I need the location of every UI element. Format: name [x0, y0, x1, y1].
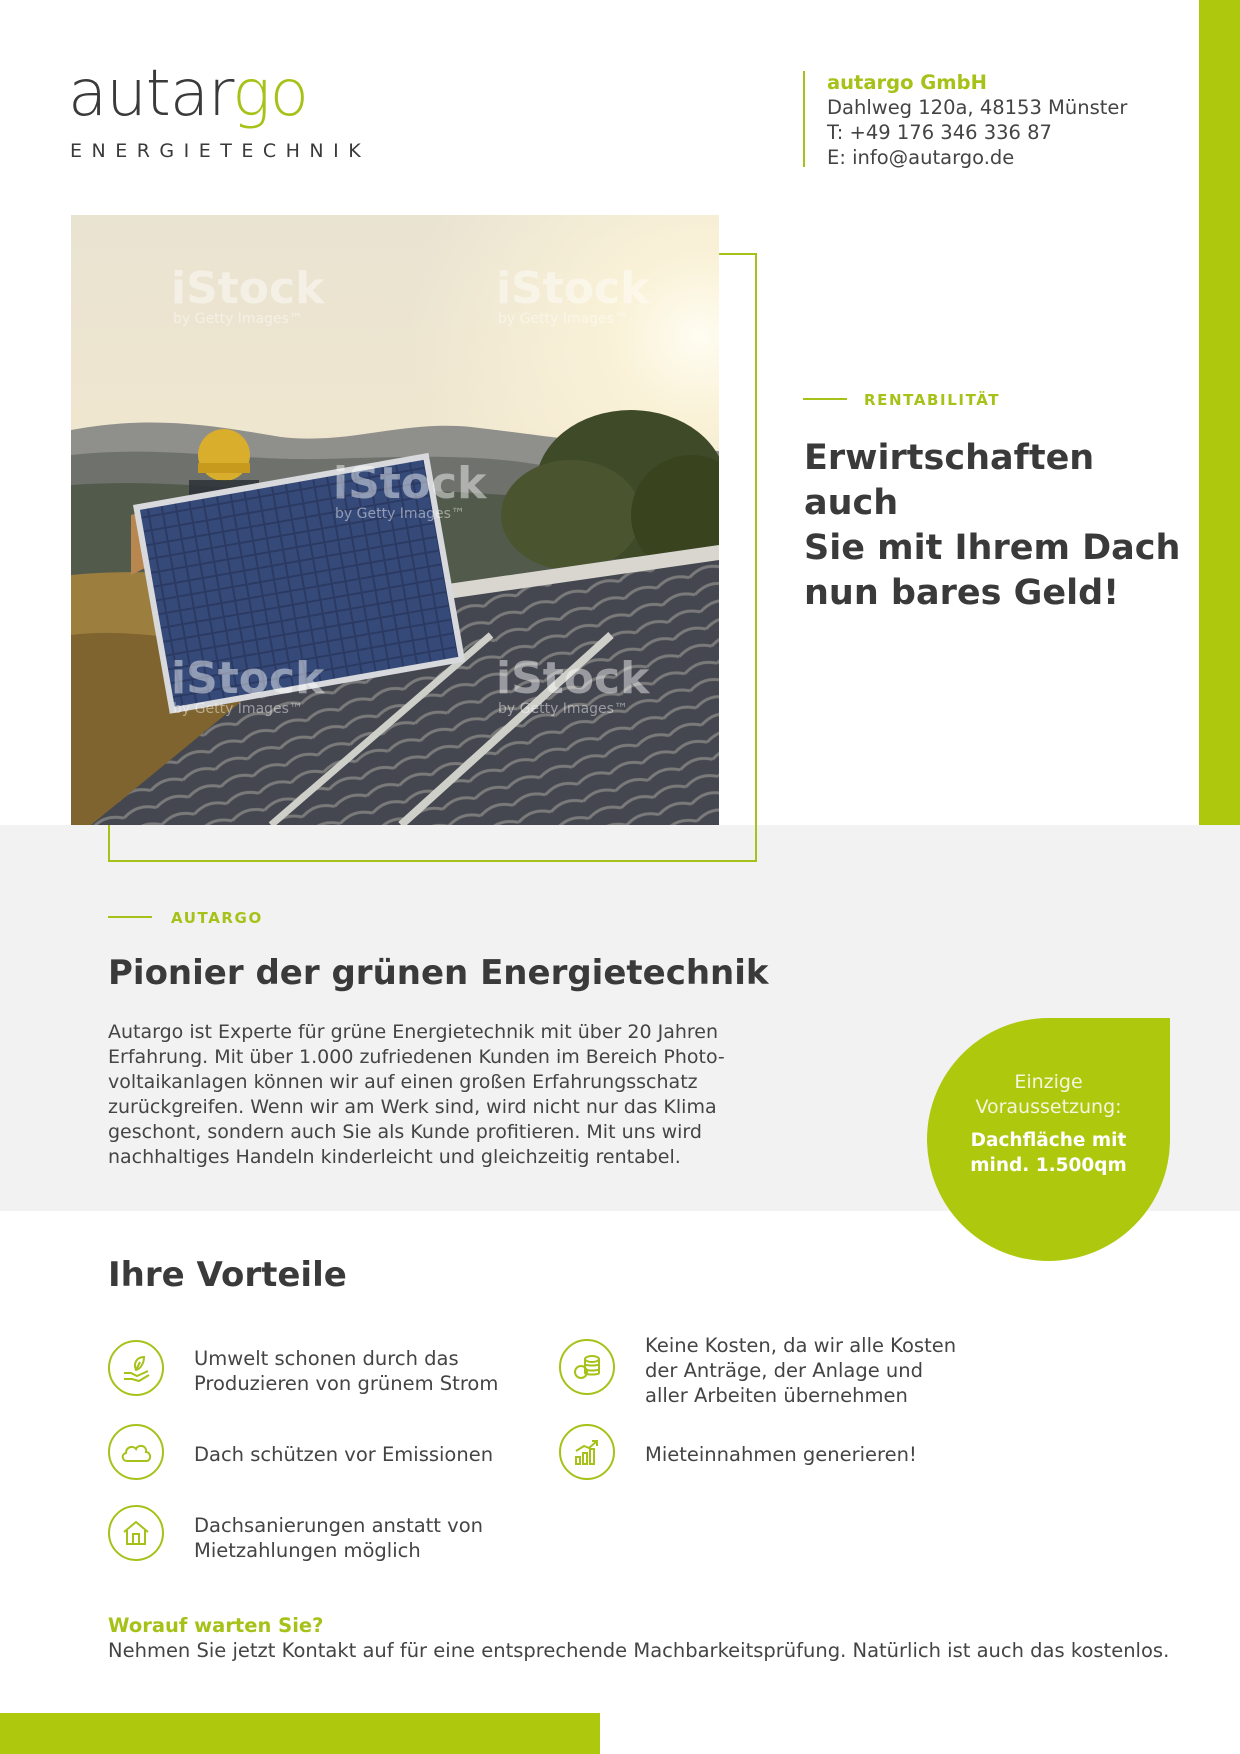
badge-caption-line: Einzige	[1014, 1071, 1083, 1093]
coins-icon	[559, 1339, 615, 1395]
body-line: Autargo ist Experte für grüne Energietechnik mit über 20 Jahren	[108, 1021, 719, 1043]
section-label-line	[803, 398, 847, 400]
solar-installer-photo	[71, 215, 719, 825]
body-line: Erfahrung. Mit über 1.000 zufriedenen Kunden im Bereich Photo-	[108, 1046, 725, 1068]
logo-word-accent: go	[232, 57, 308, 131]
badge-requirement	[927, 1128, 1170, 1178]
badge-caption-line: Voraussetzung:	[975, 1096, 1122, 1118]
svg-text:by Getty Images™: by Getty Images™	[498, 311, 628, 327]
headline-line: nun bares Geld!	[804, 573, 1120, 613]
section-label-autargo: AUTARGO	[171, 909, 263, 927]
accent-bar-right	[1199, 0, 1240, 825]
advantage-line: Keine Kosten, da wir alle Kosten	[645, 1334, 957, 1357]
advantage-text	[194, 1346, 498, 1396]
svg-text:iStock: iStock	[171, 653, 325, 704]
logo-subtitle: ENERGIETECHNIK	[70, 140, 371, 162]
body-line: voltaikanlagen können wir auf einen großen Erfahrungsschatz	[108, 1071, 698, 1093]
svg-text:by Getty Images™: by Getty Images™	[173, 311, 303, 327]
advantage-line: Produzieren von grünem Strom	[194, 1372, 499, 1395]
advantage-line: Dachsanierungen anstatt von	[194, 1514, 483, 1537]
badge-requirement-line: mind. 1.500qm	[970, 1155, 1127, 1176]
cta-text: Nehmen Sie jetzt Kontakt auf für eine entsprechende Machbarkeitsprüfung. Natürlich ist auch das kostenlos.	[108, 1639, 1170, 1662]
svg-text:by Getty Images™: by Getty Images™	[335, 506, 465, 522]
address-divider	[803, 71, 805, 167]
eco-hand-leaf-icon	[108, 1340, 164, 1396]
logo-word-main: autar	[68, 57, 233, 131]
house-icon	[108, 1505, 164, 1561]
section-label-rentabilitaet: RENTABILITÄT	[864, 391, 1001, 409]
svg-text:by Getty Images™: by Getty Images™	[498, 701, 628, 717]
body-line: geschont, sondern auch Sie als Kunde profitieren. Mit uns wird	[108, 1121, 702, 1143]
advantage-text	[194, 1442, 493, 1467]
advantage-text	[645, 1442, 917, 1467]
logo-wordmark	[68, 57, 370, 131]
requirement-badge	[927, 1018, 1170, 1261]
company-address	[827, 70, 1127, 170]
advantage-line: der Anträge, der Anlage und	[645, 1359, 923, 1382]
advantage-text	[194, 1513, 483, 1563]
advantage-line: Mieteinnahmen generieren!	[645, 1443, 917, 1466]
accent-bar-bottom	[0, 1713, 600, 1754]
company-logo	[68, 57, 371, 162]
svg-text:iStock: iStock	[496, 653, 650, 704]
street-address: Dahlweg 120a, 48153 Münster	[827, 96, 1128, 119]
advantage-line: Mietzahlungen möglich	[194, 1539, 421, 1562]
headline-line: Erwirtschaften auch	[804, 438, 1095, 523]
badge-caption	[927, 1070, 1170, 1120]
email-address[interactable]: E: info@autargo.de	[827, 146, 1015, 169]
cloud-icon	[108, 1424, 164, 1480]
advantage-text	[645, 1333, 956, 1408]
headline-line: Sie mit Ihrem Dach	[804, 528, 1181, 568]
svg-text:iStock: iStock	[171, 263, 325, 314]
body-line: zurückgreifen. Wenn wir am Werk sind, wird nicht nur das Klima	[108, 1096, 717, 1118]
advantages-headline: Ihre Vorteile	[108, 1255, 347, 1295]
badge-requirement-line: Dachfläche mit	[970, 1130, 1127, 1151]
about-headline: Pionier der grünen Energietechnik	[108, 953, 769, 993]
cta-question: Worauf warten Sie?	[108, 1614, 324, 1637]
body-line: nachhaltiges Handeln kinderleicht und gleichzeitig rentabel.	[108, 1146, 681, 1168]
svg-text:by Getty Images™: by Getty Images™	[173, 701, 303, 717]
svg-text:iStock: iStock	[496, 263, 650, 314]
growth-chart-icon	[559, 1424, 615, 1480]
company-name: autargo GmbH	[827, 71, 987, 94]
advantage-line: Dach schützen vor Emissionen	[194, 1443, 494, 1466]
rentabilitaet-headline	[804, 436, 1184, 616]
phone-number[interactable]: T: +49 176 346 336 87	[827, 121, 1052, 144]
section-label-line	[108, 916, 152, 918]
svg-text:iStock: iStock	[333, 458, 487, 509]
advantage-line: Umwelt schonen durch das	[194, 1347, 459, 1370]
advantage-line: aller Arbeiten übernehmen	[645, 1384, 908, 1407]
about-body-text	[108, 1020, 748, 1170]
